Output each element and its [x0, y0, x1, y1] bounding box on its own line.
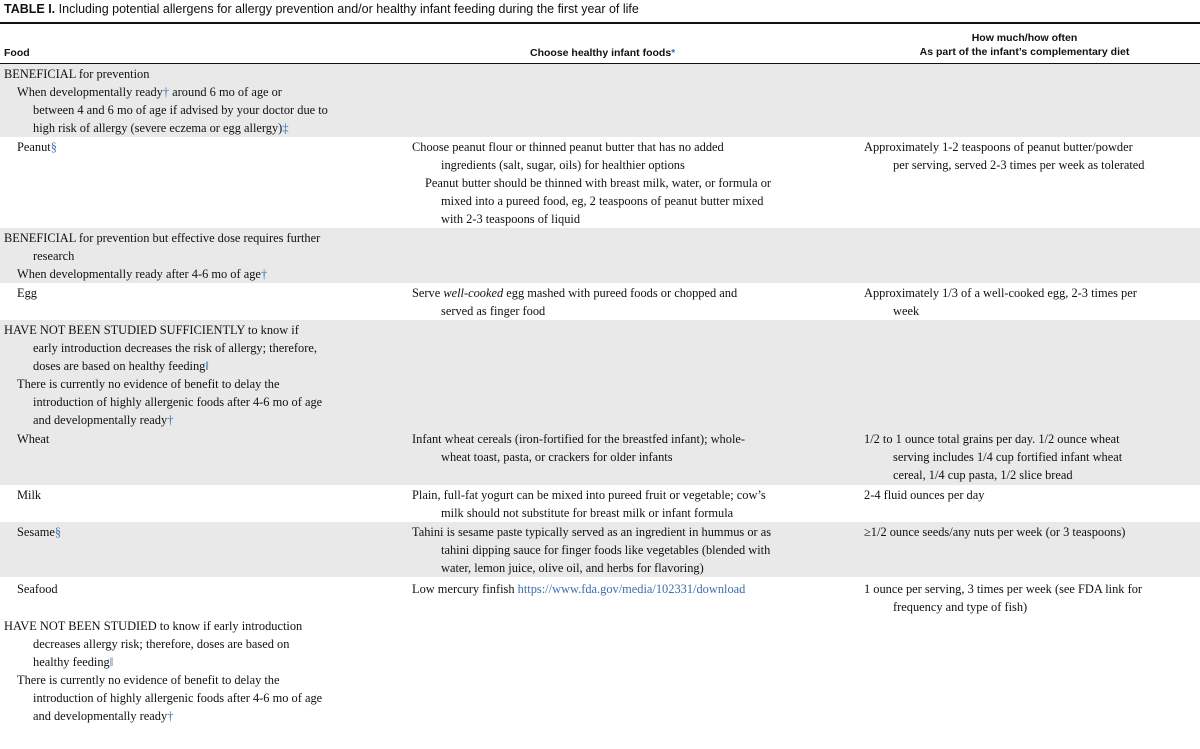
footnote-section: § [54, 525, 62, 539]
footnote-parallel: ‖ [109, 654, 114, 669]
section-3-line6-text: and developmentally ready [33, 412, 168, 427]
section-3-line4: There is currently no evidence of benefit to delay the [17, 376, 280, 391]
footnote-section: § [50, 140, 57, 154]
sesame-how-cell [864, 524, 1198, 542]
footnote-double-dagger: ‡ [282, 120, 289, 135]
header-food: Food [4, 47, 30, 59]
section-2-line1: BENEFICIAL for prevention but effective dose requires further [4, 231, 321, 245]
section-3-line3-text: doses are based on healthy feeding [33, 358, 206, 373]
sesame-food [4, 524, 374, 542]
peanut-choose-cell [412, 139, 832, 229]
header-choose-text: Choose healthy infant foods [530, 47, 672, 59]
sesame-choose-l1: Tahini is sesame paste typically served as an ingredient in hummus or as [412, 525, 772, 539]
section-4-line4: There is currently no evidence of benefit to delay the [17, 672, 280, 687]
wheat-how-l1: 1/2 to 1 ounce total grains per day. 1/2 ounce wheat [864, 432, 1120, 446]
section-3-line5: introduction of highly allergenic foods after 4-6 mo of age [33, 394, 323, 409]
wheat-food-cell [4, 431, 374, 449]
egg-choose-post: egg mashed with pureed foods or chopped and [503, 286, 738, 300]
sesame-how-l1: ≥1/2 ounce seeds/any nuts per week (or 3 teaspoons) [864, 525, 1126, 539]
section-1-line2-tail: around 6 mo of age or [169, 84, 282, 99]
table-label: TABLE I. [4, 2, 56, 16]
section-4-line2: decreases allergy risk; therefore, doses are based on [33, 636, 290, 651]
egg-choose-l2: served as finger food [441, 303, 546, 318]
peanut-choose-l4: mixed into a pureed food, eg, 2 teaspoons of peanut butter mixed [441, 193, 764, 208]
sesame-food-cell [4, 524, 374, 542]
peanut-food-cell [4, 139, 374, 157]
peanut-choose-l5: with 2-3 teaspoons of liquid [441, 211, 581, 226]
wheat-how-cell [864, 431, 1198, 485]
header-choose-footnote: * [671, 47, 676, 59]
header-choose [530, 46, 675, 60]
egg-food: Egg [17, 286, 37, 300]
section-4-line6-text: and developmentally ready [33, 708, 168, 723]
section-1-cell [4, 66, 374, 138]
egg-how-l2: week [893, 303, 920, 318]
sesame-choose-l3: water, lemon juice, olive oil, and herbs for flavoring) [441, 560, 704, 575]
section-4-cell [4, 618, 374, 725]
seafood-choose-cell [412, 581, 832, 599]
peanut-how-l1: Approximately 1-2 teaspoons of peanut butter/powder [864, 140, 1133, 154]
milk-food: Milk [17, 488, 42, 502]
seafood-food: Seafood [17, 582, 58, 596]
section-1-line1: BENEFICIAL for prevention [4, 67, 150, 81]
section-3-line1: HAVE NOT BEEN STUDIED SUFFICIENTLY to know if [4, 323, 299, 337]
sesame-food-text: Sesame [17, 525, 55, 539]
section-4-line3-text: healthy feeding [33, 654, 110, 669]
footnote-dagger: † [162, 84, 170, 99]
seafood-how-l2: frequency and type of fish) [893, 599, 1028, 614]
table-title [4, 2, 639, 16]
seafood-food-cell [4, 581, 374, 599]
peanut-choose-l2: ingredients (salt, sugar, oils) for healthier options [441, 157, 685, 172]
wheat-how-l2: serving includes 1/4 cup fortified infant wheat [893, 449, 1123, 464]
milk-choose-cell [412, 487, 832, 523]
section-3-line6 [4, 412, 374, 430]
egg-choose-emphasis: well-cooked [443, 286, 504, 300]
section-3-cell [4, 322, 374, 429]
section-1-line3: between 4 and 6 mo of age if advised by your doctor due to [33, 102, 328, 117]
section-4-line1: HAVE NOT BEEN STUDIED to know if early introduction [4, 619, 303, 633]
milk-choose-l1: Plain, full-fat yogurt can be mixed into pureed fruit or vegetable; cow’s [412, 488, 766, 502]
section-2-line3-text: When developmentally ready after 4-6 mo of age [17, 266, 261, 281]
section-4-line5: introduction of highly allergenic foods after 4-6 mo of age [33, 690, 323, 705]
footnote-dagger: † [167, 708, 174, 723]
peanut-how-cell [864, 139, 1198, 175]
milk-food-cell [4, 487, 374, 505]
egg-choose-pre: Serve [412, 286, 444, 300]
egg-choose-cell [412, 285, 832, 321]
peanut-choose-l3: Peanut butter should be thinned with breast milk, water, or formula or [425, 175, 772, 190]
fda-link[interactable]: https://www.fda.gov/media/102331/download [517, 582, 746, 596]
sesame-choose-l2: tahini dipping sauce for finger foods like vegetables (blended with [441, 542, 771, 557]
milk-choose-l2: milk should not substitute for breast milk or infant formula [441, 505, 734, 520]
wheat-food: Wheat [17, 432, 50, 446]
section-3-line3 [4, 358, 374, 376]
section-4-line6 [4, 708, 374, 726]
egg-how-cell [864, 285, 1198, 321]
wheat-choose-l2: wheat toast, pasta, or crackers for older infants [441, 449, 673, 464]
section-3-line2: early introduction decreases the risk of allergy; therefore, [33, 340, 317, 355]
section-1-line4-text: high risk of allergy (severe eczema or egg allergy) [33, 120, 283, 135]
wheat-how-l3: cereal, 1/4 cup pasta, 1/2 slice bread [893, 467, 1073, 482]
egg-how-l1: Approximately 1/3 of a well-cooked egg, 2-3 times per [864, 286, 1137, 300]
sesame-choose-cell [412, 524, 832, 578]
section-2-line2: research [33, 248, 75, 263]
header-how-line2: As part of the infant’s complementary diet [919, 46, 1130, 58]
table-caption: Including potential allergens for allergy prevention and/or healthy infant feeding during the first year of life [58, 2, 639, 16]
seafood-choose-l1 [412, 581, 832, 599]
top-rule [0, 22, 1200, 24]
egg-food-cell [4, 285, 374, 303]
section-1-line4 [4, 120, 374, 138]
peanut-food-text: Peanut [17, 140, 51, 154]
peanut-how-l2: per serving, served 2-3 times per week as tolerated [893, 157, 1145, 172]
wheat-choose-l1: Infant wheat cereals (iron-fortified for the breastfed infant); whole- [412, 432, 746, 446]
seafood-how-l1: 1 ounce per serving, 3 times per week (see FDA link for [864, 582, 1143, 596]
section-2-cell [4, 230, 374, 284]
seafood-choose-text: Low mercury finfish [412, 582, 518, 596]
header-how [903, 31, 1146, 59]
footnote-dagger: † [260, 266, 268, 281]
header-how-line1: How much/how often [971, 32, 1078, 44]
footnote-parallel: ‖ [205, 358, 209, 373]
milk-how-l1: 2-4 fluid ounces per day [864, 488, 985, 502]
wheat-choose-cell [412, 431, 832, 467]
section-4-line3 [4, 654, 374, 672]
section-1-line2-text: When developmentally ready [17, 84, 163, 99]
peanut-choose-l1: Choose peanut flour or thinned peanut butter that has no added [412, 140, 724, 154]
footnote-dagger: † [167, 412, 174, 427]
milk-how-cell [864, 487, 1198, 505]
egg-choose-l1 [412, 285, 832, 303]
section-2-line3 [4, 266, 374, 284]
section-1-line2 [4, 84, 374, 102]
seafood-how-cell [864, 581, 1198, 617]
peanut-food [4, 139, 374, 157]
